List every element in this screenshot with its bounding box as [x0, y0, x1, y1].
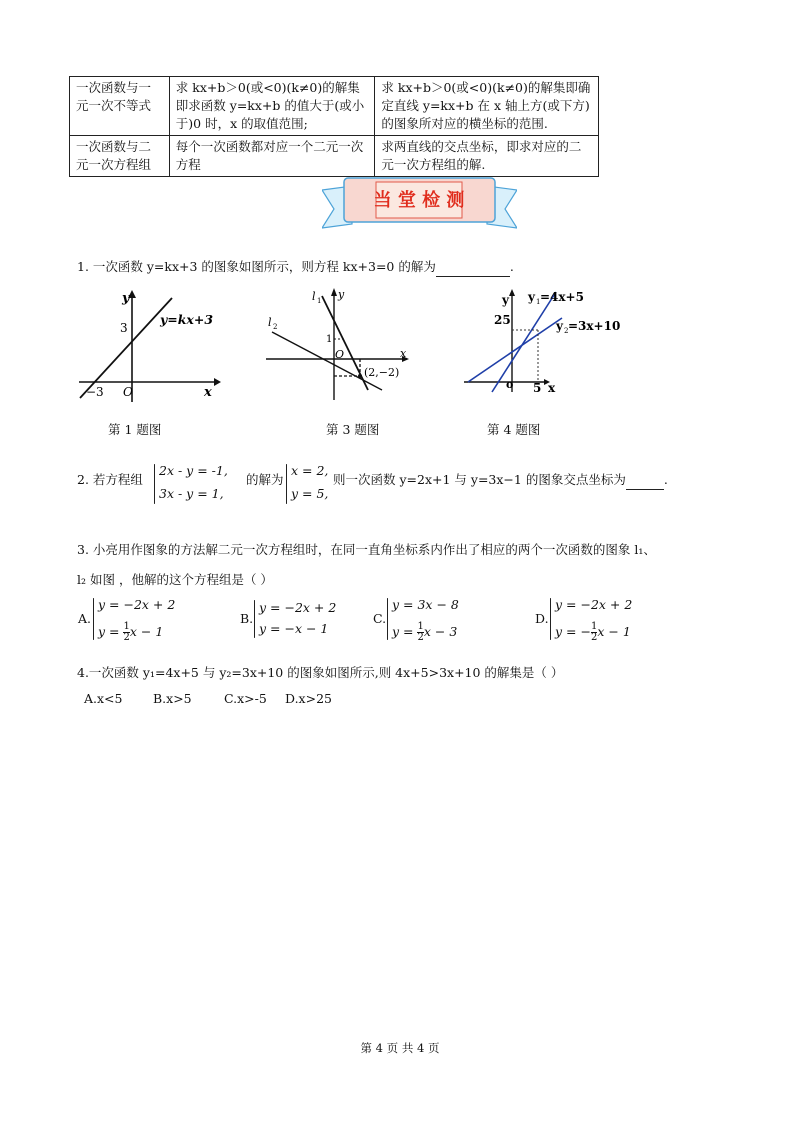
- table-cell: 每个一次函数都对应一个二元一次方程: [169, 136, 375, 177]
- option-a[interactable]: A.x<5: [84, 691, 123, 706]
- tick-label: 1: [326, 334, 333, 345]
- line-1-subscript: 1: [536, 298, 541, 306]
- question-2-suffix-text: 则一次函数 y=2x+1 与 y=3x−1 的图象交点坐标为: [333, 472, 626, 487]
- figure-4: [462, 284, 627, 396]
- equation-part: y =: [392, 624, 418, 639]
- option-d[interactable]: D.x>25: [285, 691, 332, 706]
- point-label: (2,−2): [364, 366, 400, 379]
- figure-1-caption: 第 1 题图: [108, 422, 162, 437]
- question-2-prefix: 2. 若方程组: [77, 472, 143, 487]
- option-b-equation-2: y = −x − 1: [259, 621, 329, 636]
- option-d-label[interactable]: D.: [535, 611, 549, 626]
- equation: 2x - y = -1,: [159, 463, 228, 478]
- fraction-numerator: 1: [417, 621, 424, 632]
- fraction-denominator: 2: [417, 632, 424, 643]
- table-row: [70, 136, 599, 177]
- equation-part: x − 1: [597, 624, 631, 639]
- figure-3: [262, 284, 412, 402]
- y-axis-label: y: [122, 291, 130, 306]
- system-brace: [286, 464, 287, 504]
- system-brace: [154, 464, 155, 504]
- option-b-label[interactable]: B.: [240, 611, 254, 626]
- x-axis-label: x: [204, 385, 212, 400]
- line-2-subscript: 2: [273, 323, 278, 331]
- x-axis-label: x: [400, 347, 407, 360]
- x-axis-label: x: [548, 381, 556, 395]
- option-a-label[interactable]: A.: [78, 611, 92, 626]
- fraction-numerator: 1: [590, 621, 598, 632]
- origin-label: o: [506, 378, 514, 391]
- table-row: [70, 77, 599, 136]
- option-c-equation-1: y = 3x − 8: [392, 597, 459, 612]
- figure-1: [76, 286, 221, 406]
- line-1-equation: =4x+5: [540, 290, 584, 304]
- option-b[interactable]: B.x>5: [153, 691, 192, 706]
- solution: y = 5,: [291, 486, 329, 501]
- origin-label: O: [335, 348, 345, 361]
- tick-label: −3: [86, 385, 104, 399]
- page-footer: 第 4 页 共 4 页: [360, 1041, 440, 1055]
- section-banner: [322, 172, 517, 234]
- fraction-numerator: 1: [123, 621, 130, 632]
- banner-title: 当 堂 检 测: [373, 190, 465, 211]
- system-brace: [387, 598, 388, 640]
- option-c[interactable]: C.x>-5: [224, 691, 267, 706]
- line-1-label: l: [312, 290, 316, 303]
- equation-part: x − 1: [129, 624, 164, 639]
- table-cell: 一次函数与一元一次不等式: [70, 77, 170, 136]
- question-1: 1. 一次函数 y=kx+3 的图象如图所示，则方程 kx+3=0 的解为 .: [77, 258, 514, 277]
- figure-3-caption: 第 3 题图: [326, 422, 380, 437]
- line-1-label: y: [528, 290, 535, 304]
- y-axis-label: y: [502, 293, 509, 307]
- question-2-mid: 的解为: [246, 472, 284, 487]
- figure-4-caption: 第 4 题图: [487, 422, 541, 437]
- option-c-equation-2: [392, 622, 457, 643]
- line-2-equation: =3x+10: [568, 319, 621, 333]
- option-d-equation-2: [555, 622, 631, 643]
- equation-part: y =: [98, 624, 124, 639]
- option-d-equation-1: y = −2x + 2: [555, 597, 633, 612]
- option-a-equation-1: y = −2x + 2: [98, 597, 176, 612]
- solution: x = 2,: [291, 463, 329, 478]
- fraction-denominator: 2: [123, 632, 130, 643]
- option-b-equation-1: y = −2x + 2: [259, 600, 337, 615]
- table-cell: 求 kx+b＞0(或<0)(k≠0)的解集即确定直线 y=kx+b 在 x 轴上方(或下方)的图象所对应的横坐标的范围.: [375, 77, 599, 136]
- question-3-line-1: 3. 小亮用作图象的方法解二元一次方程组时，在同一直角坐标系内作出了相应的两个一次函数的图象 l₁、: [77, 542, 656, 557]
- answer-blank: [436, 258, 510, 277]
- table-cell: 求 kx+b＞0(或<0)(k≠0)的解集即求函数 y=kx+b 的值大于(或小于)0 时，x 的取值范围;: [169, 77, 375, 136]
- system-brace: [93, 598, 94, 640]
- line-2-label: l: [268, 316, 272, 329]
- tick-label: 5: [533, 381, 542, 395]
- question-2-end: .: [663, 472, 668, 487]
- question-3-line-2: l₂ 如图 ，他解的这个方程组是（ ）: [77, 572, 273, 587]
- question-4: 4.一次函数 y₁=4x+5 与 y₂=3x+10 的图象如图所示,则 4x+5>3x+10 的解集是（ ）: [77, 665, 564, 680]
- table-cell: 一次函数与二元一次方程组: [70, 136, 170, 177]
- equation-part: y = −: [555, 624, 591, 639]
- origin-label: O: [123, 385, 133, 399]
- summary-table: [69, 76, 599, 177]
- tick-label: 25: [494, 313, 511, 327]
- line-2-subscript: 2: [564, 327, 569, 335]
- question-1-text: 1. 一次函数 y=kx+3 的图象如图所示，则方程 kx+3=0 的解为: [77, 259, 436, 274]
- tick-label: 3: [120, 321, 128, 335]
- equation-part: x − 3: [423, 624, 458, 639]
- answer-blank: [626, 471, 664, 490]
- fraction-denominator: 2: [590, 632, 598, 643]
- option-c-label[interactable]: C.: [373, 611, 387, 626]
- option-a-equation-2: [98, 622, 163, 643]
- table-cell: 求两直线的交点坐标，即求对应的二元一次方程组的解.: [375, 136, 599, 177]
- line-1-subscript: 1: [317, 297, 322, 305]
- line-2-label: y: [556, 319, 563, 333]
- line-label: y=kx+3: [160, 312, 214, 327]
- y-axis-label: y: [338, 288, 345, 301]
- system-brace: [254, 600, 255, 638]
- question-2-suffix: [333, 471, 668, 490]
- system-brace: [550, 598, 551, 640]
- equation: 3x - y = 1,: [159, 486, 224, 501]
